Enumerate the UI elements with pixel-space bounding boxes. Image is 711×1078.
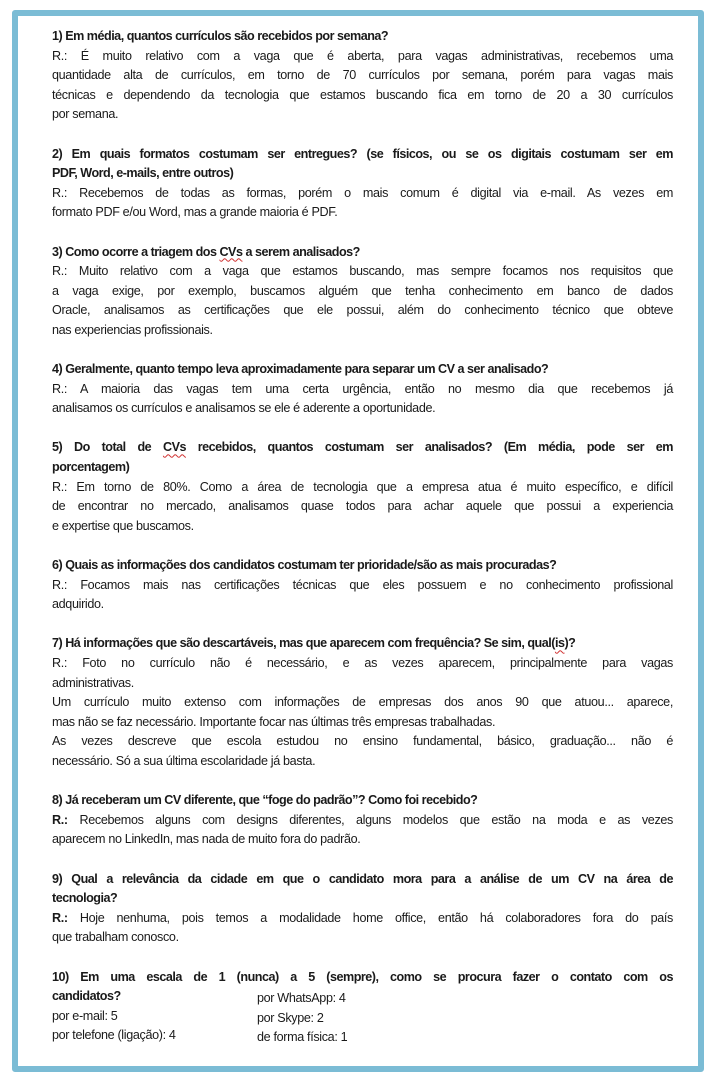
answer-line bbox=[52, 811, 673, 831]
question-text: tecnologia? bbox=[52, 891, 118, 906]
question-1 bbox=[52, 27, 673, 125]
interview-document bbox=[52, 27, 673, 1046]
rating-telefone: por telefone (ligação): 4 bbox=[52, 1028, 176, 1043]
spellcheck-flagged-word: is bbox=[554, 636, 565, 651]
answer-line: técnicas e dependendo da tecnologia que estamos buscando fica em torno de 20 a 30 currículos bbox=[52, 87, 673, 102]
answer-text: Hoje nenhuma, pois temos a modalidade home office, então há colaboradores fora do país bbox=[67, 910, 673, 925]
answer-line: analisamos os currículos e analisamos se ele é aderente a oportunidade. bbox=[52, 401, 436, 416]
answer-prefix: R.: bbox=[52, 812, 68, 827]
question-10 bbox=[52, 968, 673, 1046]
question-3 bbox=[52, 243, 673, 341]
answer-line: nas experiencias profissionais. bbox=[52, 322, 213, 337]
question-6 bbox=[52, 556, 673, 615]
answer-line: administrativas. bbox=[52, 675, 134, 690]
answer-line bbox=[52, 909, 673, 929]
question-text-part: a serem analisados? bbox=[242, 244, 360, 259]
answer-line: R.: Foto no currículo não é necessário, e as vezes aparecem, principalmente para vagas bbox=[52, 656, 673, 670]
answer-line: por semana. bbox=[52, 107, 119, 122]
question-text: porcentagem) bbox=[52, 460, 130, 475]
question-text bbox=[52, 634, 673, 654]
answer-line: R.: Em torno de 80%. Como a área de tecnologia que a empresa atua é muito específico, e difícil bbox=[52, 479, 673, 494]
question-text: 6) Quais as informações dos candidatos costumam ter prioridade/são as mais procuradas? bbox=[52, 558, 557, 573]
answer-line: R.: É muito relativo com a vaga que é aberta, para vagas administrativas, recebemos uma bbox=[52, 48, 673, 63]
question-5 bbox=[52, 438, 673, 536]
answer-prefix: R.: bbox=[52, 910, 68, 925]
question-7 bbox=[52, 634, 673, 771]
question-text: candidatos? bbox=[52, 989, 121, 1004]
answer-line: a vaga exige, por exemplo, buscamos alguém que tenha conhecimento em banco de dados bbox=[52, 283, 673, 298]
answer-line: mas não se faz necessário. Importante focar nas últimas três empresas trabalhadas. bbox=[52, 714, 496, 729]
question-text bbox=[52, 438, 673, 458]
answer-line: aparecem no LinkedIn, mas nada de muito fora do padrão. bbox=[52, 832, 361, 847]
answer-line: Um currículo muito extenso com informações de empresas dos anos 90 que atuou... aparece, bbox=[52, 695, 673, 710]
question-2 bbox=[52, 145, 673, 223]
answer-line: Oracle, analisamos as certificações que ele possui, além do conhecimento técnico que obteve bbox=[52, 303, 673, 318]
answer-line: As vezes descreve que escola estudou no ensino fundamental, básico, graduação... não é bbox=[52, 734, 673, 749]
question-text: 10) Em uma escala de 1 (nunca) a 5 (sempre), como se procura fazer o contato com os bbox=[52, 969, 673, 984]
question-text-part: 5) Do total de bbox=[52, 440, 163, 455]
answer-line: R.: Muito relativo com a vaga que estamos buscando, mas sempre focamos nos requisitos que bbox=[52, 264, 673, 279]
answer-line: R.: Focamos mais nas certificações técnicas que eles possuem e no conhecimento profissional bbox=[52, 577, 673, 592]
question-9 bbox=[52, 870, 673, 948]
rating-skype: por Skype: 2 bbox=[257, 1010, 324, 1025]
question-text-part: 3) Como ocorre a triagem dos bbox=[52, 244, 220, 259]
answer-line: quantidade alta de currículos, em torno de 70 currículos por semana, porém para vagas mais bbox=[52, 68, 673, 83]
question-text: 9) Qual a relevância da cidade em que o candidato mora para a análise de um CV na área de bbox=[52, 871, 673, 886]
answer-line: R.: A maioria das vagas tem uma certa urgência, então no mesmo dia que recebemos já bbox=[52, 381, 673, 396]
answer-line: formato PDF e/ou Word, mas a grande maioria é PDF. bbox=[52, 205, 338, 220]
answer-line: R.: Recebemos de todas as formas, porém o mais comum é digital via e-mail. As vezes em bbox=[52, 185, 673, 200]
answer-line: necessário. Só a sua última escolaridade já basta. bbox=[52, 753, 316, 768]
question-text-part: 7) Há informações que são descartáveis, mas que aparecem com frequência? Se sim, qual( bbox=[52, 636, 555, 651]
rating-email: por e-mail: 5 bbox=[52, 1008, 118, 1023]
spellcheck-flagged-word: CVs bbox=[219, 244, 243, 259]
answer-line: que trabalham conosco. bbox=[52, 930, 179, 945]
question-text: 8) Já receberam um CV diferente, que “foge do padrão”? Como foi recebido? bbox=[52, 793, 478, 808]
question-text: 4) Geralmente, quanto tempo leva aproximadamente para separar um CV a ser analisado? bbox=[52, 362, 549, 377]
question-text: 1) Em média, quantos currículos são recebidos por semana? bbox=[52, 29, 389, 43]
spellcheck-flagged-word: CVs bbox=[162, 440, 186, 455]
question-4 bbox=[52, 360, 673, 419]
question-text: 2) Em quais formatos costumam ser entregues? (se físicos, ou se os digitais costumam ser em bbox=[52, 146, 673, 161]
question-text: PDF, Word, e-mails, entre outros) bbox=[52, 166, 234, 181]
question-text-part: )? bbox=[564, 636, 576, 651]
question-8 bbox=[52, 791, 673, 850]
question-text bbox=[52, 243, 673, 263]
answer-line: de encontrar no mercado, analisamos quase todos para achar aquele que possui a experiencia bbox=[52, 499, 673, 514]
rating-fisica: de forma física: 1 bbox=[257, 1030, 348, 1045]
rating-whatsapp: por WhatsApp: 4 bbox=[257, 991, 346, 1006]
question-text-part: recebidos, quantos costumam ser analisados? (Em média, pode ser em bbox=[185, 440, 673, 455]
answer-text: Recebemos alguns com designs diferentes, alguns modelos que estão na moda e as vezes bbox=[67, 812, 673, 827]
answer-line: e expertise que buscamos. bbox=[52, 518, 194, 533]
answer-line: adquirido. bbox=[52, 597, 104, 612]
